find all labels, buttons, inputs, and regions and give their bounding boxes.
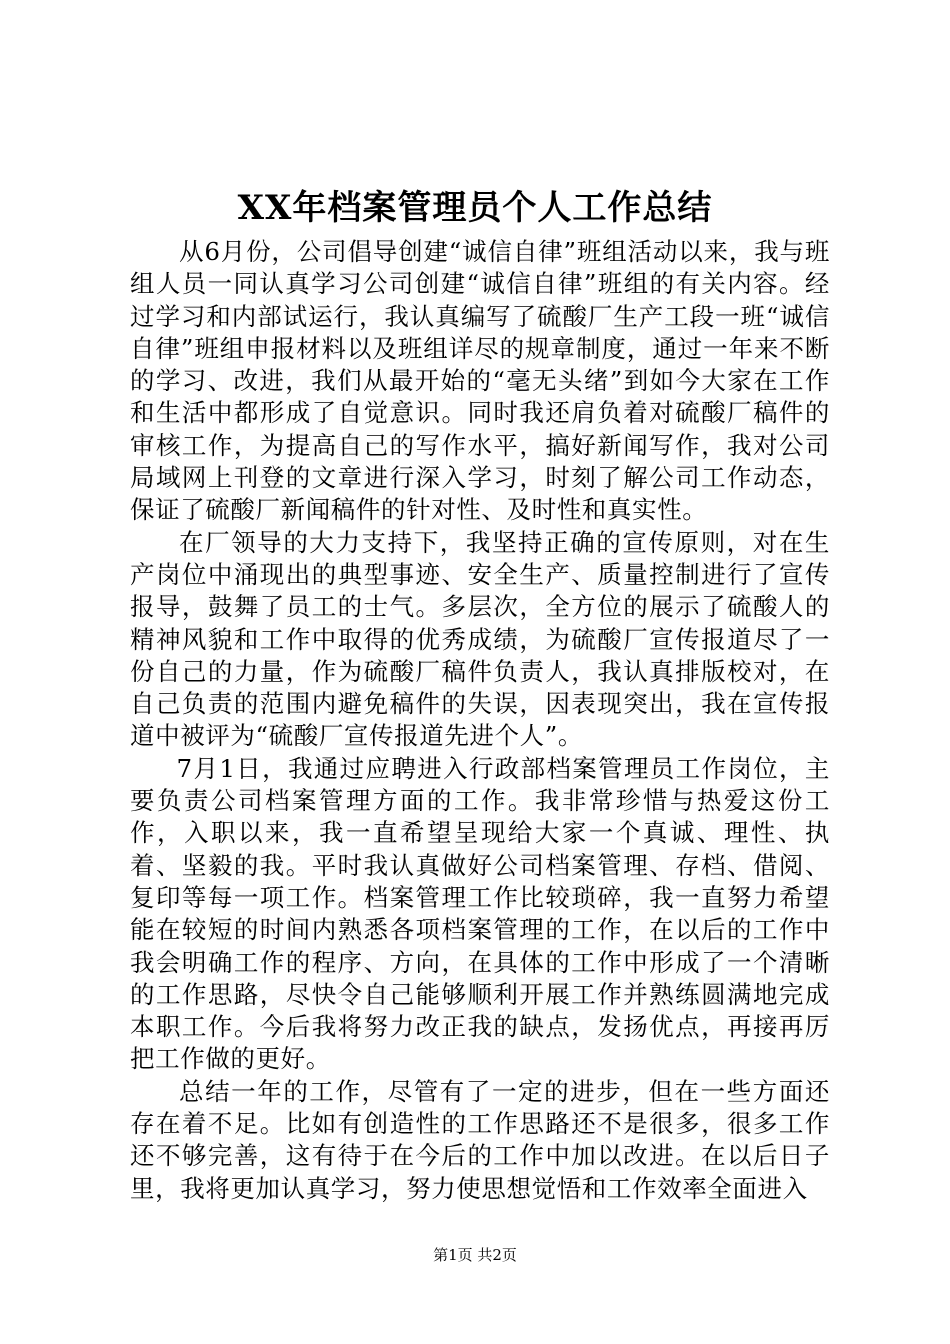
document-body <box>130 236 830 1205</box>
page-footer: 第1页 共2页 <box>433 1246 517 1264</box>
paragraph-4: 总结一年的工作，尽管有了一定的进步，但在一些方面还存在着不足。比如有创造性的工作思路还不是很多，很多工作还不够完善，这有待于在今后的工作中加以改进。在以后日子里，我将更加认真学习，努力使思想觉悟和工作效率全面进入 <box>130 1076 830 1203</box>
document-title: XX年档案管理员个人工作总结 <box>237 188 713 228</box>
paragraph-2: 在厂领导的大力支持下，我坚持正确的宣传原则，对在生产岗位中涌现出的典型事迹、安全生产、质量控制进行了宣传报导，鼓舞了员工的士气。多层次，全方位的展示了硫酸人的精神风貌和工作中取得的优秀成绩，为硫酸厂宣传报道尽了一份自己的力量，作为硫酸厂稿件负责人，我认真排版校对，在自己负责的范围内避免稿件的失误，因表现突出，我在宣传报道中被评为“硫酸厂宣传报道先进个人”。 <box>130 527 830 751</box>
paragraph-1: 从6月份，公司倡导创建“诚信自律”班组活动以来，我与班组人员一同认真学习公司创建“诚信自律”班组的有关内容。经过学习和内部试运行，我认真编写了硫酸厂生产工段一班“诚信自律”班组申报材料以及班组详尽的规章制度，通过一年来不断的学习、改进，我们从最开始的“毫无头绪”到如今大家在工作和生活中都形成了自觉意识。同时我还肩负着对硫酸厂稿件的审核工作，为提高自己的写作水平，搞好新闻写作，我对公司局域网上刊登的文章进行深入学习，时刻了解公司工作动态，保证了硫酸厂新闻稿件的针对性、及时性和真实性。 <box>130 237 830 525</box>
paragraph-3: 7月1日，我通过应聘进入行政部档案管理员工作岗位，主要负责公司档案管理方面的工作。我非常珍惜与热爱这份工作，入职以来，我一直希望呈现给大家一个真诚、理性、执着、坚毅的我。平时我认真做好公司档案管理、存档、借阅、复印等每一项工作。档案管理工作比较琐碎，我一直努力希望能在较短的时间内熟悉各项档案管理的工作，在以后的工作中我会明确工作的程序、方向，在具体的工作中形成了一个清晰的工作思路，尽快令自己能够顺利开展工作并熟练圆满地完成本职工作。今后我将努力改正我的缺点，发扬优点，再接再厉把工作做的更好。 <box>130 753 830 1074</box>
